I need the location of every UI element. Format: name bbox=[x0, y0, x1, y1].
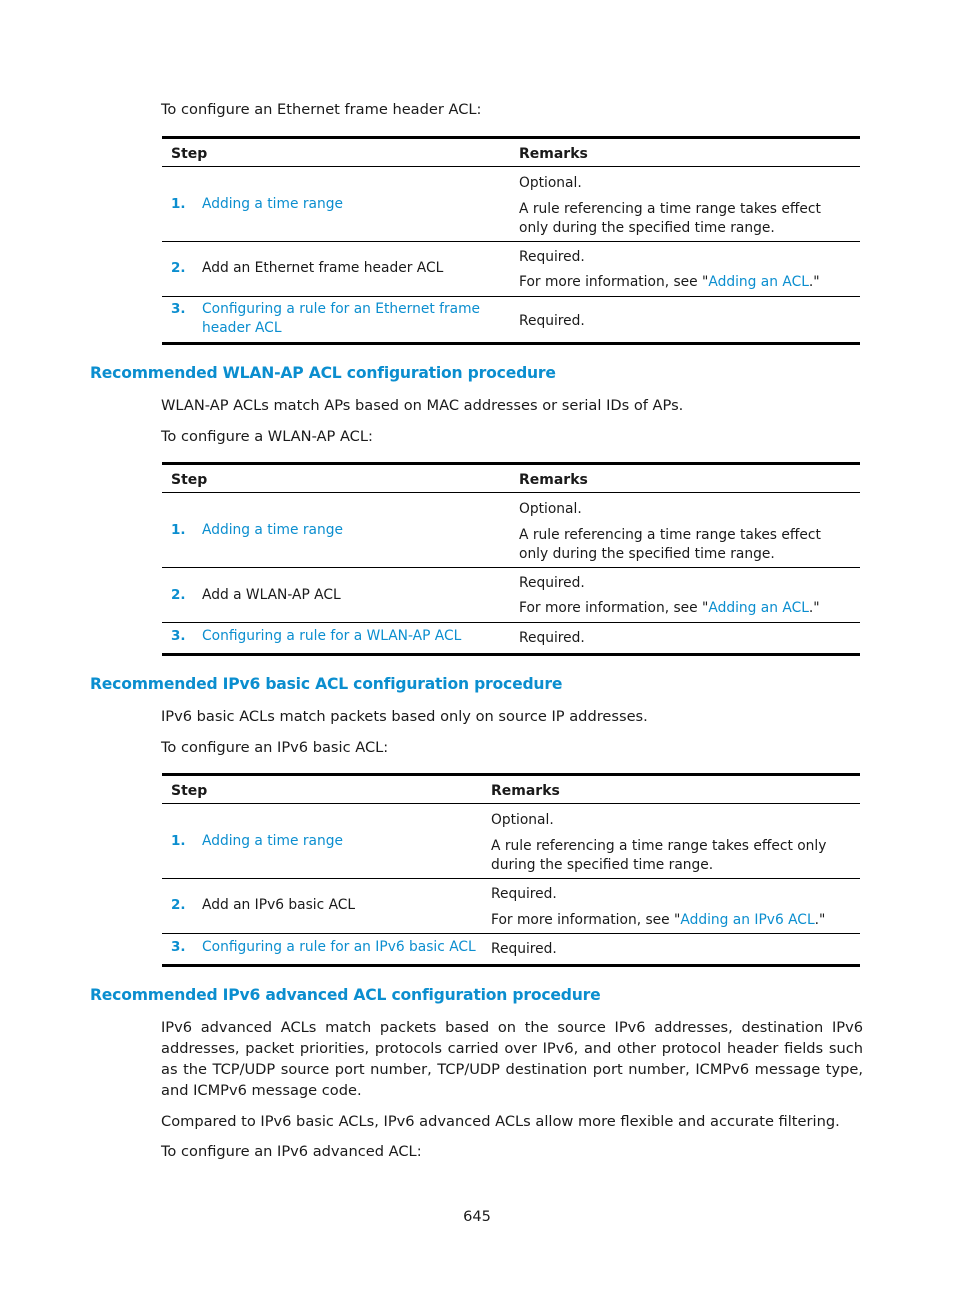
remarks-cell bbox=[519, 312, 585, 331]
remarks-cell bbox=[519, 248, 849, 292]
table-row bbox=[162, 934, 860, 964]
intro-ethernet-text: To configure an Ethernet frame header ACL: bbox=[161, 101, 482, 118]
section-heading-ipv6-basic: Recommended IPv6 basic ACL configuration procedure bbox=[90, 675, 563, 693]
remarks-column-header: Remarks bbox=[519, 146, 588, 162]
ipv6-basic-acl-steps-table bbox=[162, 773, 860, 967]
remarks-cell bbox=[491, 940, 557, 959]
step-column-header: Step bbox=[171, 472, 208, 488]
remarks-cell bbox=[519, 574, 849, 618]
section-heading-wlan-ap: Recommended WLAN-AP ACL configuration procedure bbox=[90, 364, 556, 382]
step-number: 3. bbox=[171, 939, 186, 955]
adding-an-ipv6-acl-link[interactable]: Adding an IPv6 ACL bbox=[680, 912, 815, 928]
adding-an-acl-link[interactable]: Adding an ACL bbox=[708, 600, 809, 616]
adding-time-range-link[interactable]: Adding a time range bbox=[202, 522, 343, 538]
remark-required: Required. bbox=[519, 575, 585, 591]
table-row bbox=[162, 297, 860, 342]
remark-optional: Optional. bbox=[519, 501, 582, 517]
table-row bbox=[162, 242, 860, 297]
ipv6-basic-instruction: To configure an IPv6 basic ACL: bbox=[161, 739, 389, 756]
remark-detail: For more information, see "Adding an ACL." bbox=[519, 600, 820, 616]
remark-detail: A rule referencing a time range takes effect only during the specified time range. bbox=[519, 201, 821, 236]
step-number: 2. bbox=[171, 897, 186, 913]
remark-detail: For more information, see "Adding an ACL." bbox=[519, 274, 820, 290]
wlan-acl-steps-table bbox=[162, 462, 860, 656]
table-row bbox=[162, 623, 860, 653]
remark-detail: A rule referencing a time range takes effect only during the specified time range. bbox=[519, 527, 821, 562]
remarks-cell bbox=[491, 885, 857, 930]
remarks-cell bbox=[519, 174, 839, 238]
adding-an-acl-link[interactable]: Adding an ACL bbox=[708, 274, 809, 290]
remark-required: Required. bbox=[491, 941, 557, 957]
remarks-cell bbox=[519, 629, 585, 648]
configuring-rule-wlan-link[interactable]: Configuring a rule for a WLAN-AP ACL bbox=[202, 628, 462, 644]
step-number: 3. bbox=[171, 628, 186, 644]
configuring-rule-ipv6-basic-link[interactable]: Configuring a rule for an IPv6 basic ACL bbox=[202, 939, 476, 955]
ipv6-advanced-description: IPv6 advanced ACLs match packets based on the source IPv6 addresses, destination IPv6 addresses, packet priorities, protocols carried over IPv6, and other protocol header fields such as the TCP/UDP source port number, TCP/UDP destination port number, ICMPv6 message type, and ICMPv6 message code. bbox=[161, 1019, 863, 1099]
step-number: 3. bbox=[171, 301, 186, 317]
table-header bbox=[162, 465, 860, 493]
step-number: 1. bbox=[171, 196, 186, 212]
wlan-instruction: To configure a WLAN-AP ACL: bbox=[161, 428, 373, 445]
remark-required: Required. bbox=[491, 886, 557, 902]
table-row bbox=[162, 493, 860, 568]
step-number: 2. bbox=[171, 587, 186, 603]
step-number: 1. bbox=[171, 522, 186, 538]
remark-optional: Optional. bbox=[519, 175, 582, 191]
table-row bbox=[162, 879, 860, 934]
remarks-cell bbox=[519, 500, 839, 564]
remark-required: Required. bbox=[519, 313, 585, 329]
section-heading-ipv6-advanced: Recommended IPv6 advanced ACL configuration procedure bbox=[90, 986, 601, 1004]
table-row bbox=[162, 167, 860, 242]
remark-required: Required. bbox=[519, 249, 585, 265]
table-header bbox=[162, 139, 860, 167]
table-row bbox=[162, 804, 860, 879]
ethernet-acl-steps-table bbox=[162, 136, 860, 345]
wlan-description: WLAN-AP ACLs match APs based on MAC addresses or serial IDs of APs. bbox=[161, 397, 684, 414]
remarks-column-header: Remarks bbox=[491, 783, 560, 799]
table-header bbox=[162, 776, 860, 804]
page-number: 645 bbox=[463, 1208, 491, 1225]
step-column-header: Step bbox=[171, 783, 208, 799]
step-number: 2. bbox=[171, 260, 186, 276]
table-row bbox=[162, 568, 860, 623]
remark-optional: Optional. bbox=[491, 812, 554, 828]
remark-detail: For more information, see "Adding an IPv6 ACL." bbox=[491, 912, 826, 928]
step-number: 1. bbox=[171, 833, 186, 849]
step-text: Add an Ethernet frame header ACL bbox=[202, 260, 444, 276]
remarks-cell bbox=[491, 811, 857, 875]
step-column-header: Step bbox=[171, 146, 208, 162]
adding-time-range-link[interactable]: Adding a time range bbox=[202, 196, 343, 212]
ipv6-basic-description: IPv6 basic ACLs match packets based only on source IP addresses. bbox=[161, 708, 648, 725]
ipv6-advanced-comparison: Compared to IPv6 basic ACLs, IPv6 advanced ACLs allow more flexible and accurate filtering. bbox=[161, 1113, 840, 1130]
remark-detail: A rule referencing a time range takes effect only during the specified time range. bbox=[491, 838, 827, 873]
remark-required: Required. bbox=[519, 630, 585, 646]
remarks-column-header: Remarks bbox=[519, 472, 588, 488]
adding-time-range-link[interactable]: Adding a time range bbox=[202, 833, 343, 849]
step-text: Add an IPv6 basic ACL bbox=[202, 897, 356, 913]
step-text: Add a WLAN-AP ACL bbox=[202, 587, 341, 603]
ipv6-advanced-instruction: To configure an IPv6 advanced ACL: bbox=[161, 1143, 422, 1160]
configuring-rule-ethernet-link[interactable]: Configuring a rule for an Ethernet frame header ACL bbox=[202, 301, 481, 336]
